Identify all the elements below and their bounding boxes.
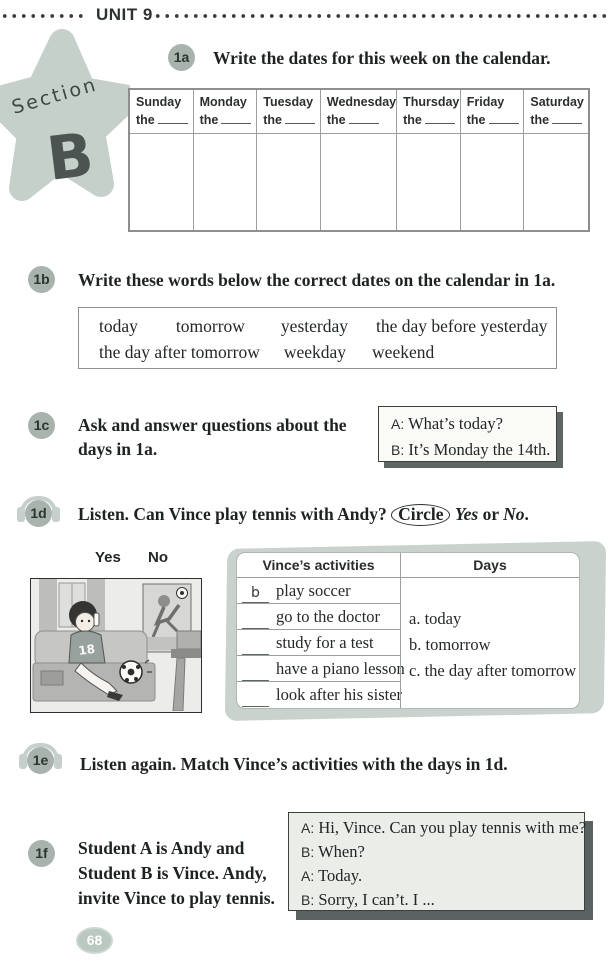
day-option: a. today — [409, 609, 462, 628]
or-word: or — [482, 504, 499, 524]
the-label: the — [136, 113, 155, 127]
unit-title: UNIT 9 — [96, 5, 153, 24]
answer-blank — [242, 661, 269, 681]
calendar-day-header — [461, 90, 525, 134]
header-dotted-line-left — [0, 13, 88, 19]
activities-table — [236, 552, 580, 709]
task-1d-pre: Listen. Can Vince play tennis with Andy? — [78, 504, 387, 524]
word-box-row — [99, 339, 556, 365]
calendar-day-header — [130, 90, 194, 134]
headphone-cup-right — [52, 507, 60, 522]
calendar-day-header — [194, 90, 258, 134]
option-yes: Yes — [95, 549, 121, 566]
task-1d-instruction — [78, 502, 529, 526]
calendar-day-header — [524, 90, 588, 134]
star-icon — [0, 28, 130, 210]
headphone-cup-left — [17, 507, 25, 522]
the-label: the — [326, 113, 346, 127]
activity-row — [237, 682, 403, 708]
speaker-label: A: — [391, 416, 405, 432]
headphones-icon — [17, 496, 60, 530]
dialog-line — [301, 816, 587, 840]
yes-word: Yes — [454, 504, 479, 524]
task-1b-instruction: Write these words below the correct dates on the calendar in 1a. — [78, 270, 556, 290]
activity-row — [237, 604, 400, 630]
task-badge-1a: 1a — [168, 44, 195, 71]
activity-row — [237, 578, 400, 604]
calendar-empty-cell — [257, 134, 321, 230]
dialog-line — [391, 411, 556, 437]
dialog-line — [391, 437, 556, 463]
date-blank — [489, 111, 519, 124]
speaker-label: B: — [301, 892, 315, 908]
answer-blank — [242, 635, 269, 655]
the-label: the — [530, 113, 550, 127]
activities-column — [237, 553, 405, 708]
activity-label: study for a test — [276, 633, 374, 652]
dialog-text: Today. — [318, 866, 363, 885]
speaker-label: B: — [391, 442, 405, 458]
date-blank — [158, 111, 188, 124]
activity-label: play soccer — [276, 581, 351, 600]
word: yesterday — [280, 316, 348, 336]
example-dialog-1c — [378, 406, 557, 462]
word: weekend — [372, 342, 435, 362]
calendar-day-header — [397, 90, 461, 134]
activity-row — [237, 630, 400, 656]
day-name: Monday — [199, 95, 247, 109]
activity-row — [237, 656, 405, 682]
dialog-text: Hi, Vince. Can you play tennis with me? — [318, 818, 587, 837]
headphones-icon — [19, 743, 62, 777]
shirt-number: 18 — [77, 641, 96, 658]
dialog-line — [301, 888, 584, 912]
word: today — [99, 316, 138, 336]
activity-label: go to the doctor — [276, 607, 381, 626]
word: the day before yesterday — [375, 316, 548, 336]
task-badge-1e: 1e — [27, 747, 54, 774]
calendar-empty-cell — [524, 134, 588, 230]
date-blank — [285, 111, 315, 124]
task-1c-line1: Ask and answer questions about the — [78, 415, 347, 435]
day-name: Friday — [466, 95, 505, 109]
calendar-empty-cell — [194, 134, 258, 230]
day-option: c. the day after tomorrow — [409, 661, 577, 680]
speaker-label: A: — [301, 868, 315, 884]
day-name: Saturday — [530, 95, 584, 109]
the-label: the — [403, 113, 422, 127]
day-name: Tuesday — [263, 95, 314, 109]
date-blank — [349, 111, 379, 124]
calendar-day-header — [321, 90, 397, 134]
dialog-text: What’s today? — [408, 414, 503, 433]
dialog-text: It’s Monday the 14th. — [408, 440, 551, 459]
headphone-cup-right — [54, 754, 62, 769]
the-label: the — [466, 113, 486, 127]
answer-blank — [242, 609, 269, 629]
task-1c-instruction — [78, 413, 347, 461]
calendar-empty-cell — [461, 134, 525, 230]
day-option: b. tomorrow — [409, 635, 491, 654]
example-dialog-1f — [288, 812, 585, 911]
section-letter: B — [43, 119, 98, 195]
task-1e-instruction: Listen again. Match Vince’s activities with the days in 1d. — [80, 754, 508, 774]
dialog-line — [301, 840, 584, 864]
calendar-day-header — [257, 90, 321, 134]
task-1f-line3: invite Vince to play tennis. — [78, 888, 275, 908]
word: weekday — [283, 342, 347, 362]
dialog-line — [301, 864, 584, 888]
task-1c-line2: days in 1a. — [78, 439, 158, 459]
illustration-drawing — [31, 579, 201, 711]
activity-label: look after his sister — [276, 685, 403, 704]
activities-header: Vince’s activities — [237, 553, 400, 578]
page-number-badge: 68 — [76, 927, 113, 954]
date-blank — [425, 111, 455, 124]
speaker-label: A: — [301, 820, 315, 836]
day-name: Wednesday — [326, 95, 397, 109]
days-options — [401, 578, 579, 684]
day-name: Thursday — [403, 95, 460, 109]
section-star-badge — [0, 28, 130, 210]
days-column — [400, 553, 579, 708]
task-1f-line2: Student B is Vince. Andy, — [78, 863, 267, 883]
answer-blank — [242, 687, 269, 707]
word-box — [78, 307, 557, 369]
calendar-empty-cell — [397, 134, 461, 230]
day-name: Sunday — [136, 95, 182, 109]
the-label: the — [263, 113, 282, 127]
dialog-text: Sorry, I can’t. I ... — [318, 890, 435, 909]
task-badge-1b: 1b — [28, 266, 55, 293]
speaker-label: B: — [301, 844, 315, 860]
section-word: Section — [9, 73, 101, 119]
dialog-text: When? — [318, 842, 365, 861]
task-1f-instruction — [78, 836, 275, 911]
circled-word: Circle — [391, 504, 450, 526]
task-badge-1c: 1c — [28, 412, 55, 439]
word: tomorrow — [175, 316, 245, 336]
header-dotted-line-right — [153, 13, 610, 19]
date-blank — [552, 111, 582, 124]
word-box-row — [99, 313, 556, 339]
word: the day after tomorrow — [99, 342, 260, 362]
answer-blank: b — [242, 583, 269, 603]
no-word: No — [503, 504, 525, 524]
task-1f-line1: Student A is Andy and — [78, 838, 245, 858]
task-badge-1d: 1d — [25, 500, 52, 527]
calendar-table — [128, 88, 590, 232]
task-badge-1f: 1f — [28, 840, 55, 867]
option-no: No — [148, 549, 168, 566]
vince-phone-illustration — [30, 578, 202, 713]
date-blank — [221, 111, 251, 124]
task-1a-instruction: Write the dates for this week on the calendar. — [213, 48, 551, 68]
calendar-empty-cell — [321, 134, 397, 230]
headphone-cup-left — [19, 754, 27, 769]
sentence-period: . — [524, 504, 529, 524]
activity-label: have a piano lesson — [276, 659, 405, 678]
days-header: Days — [401, 553, 579, 578]
the-label: the — [199, 113, 219, 127]
calendar-empty-cell — [130, 134, 194, 230]
